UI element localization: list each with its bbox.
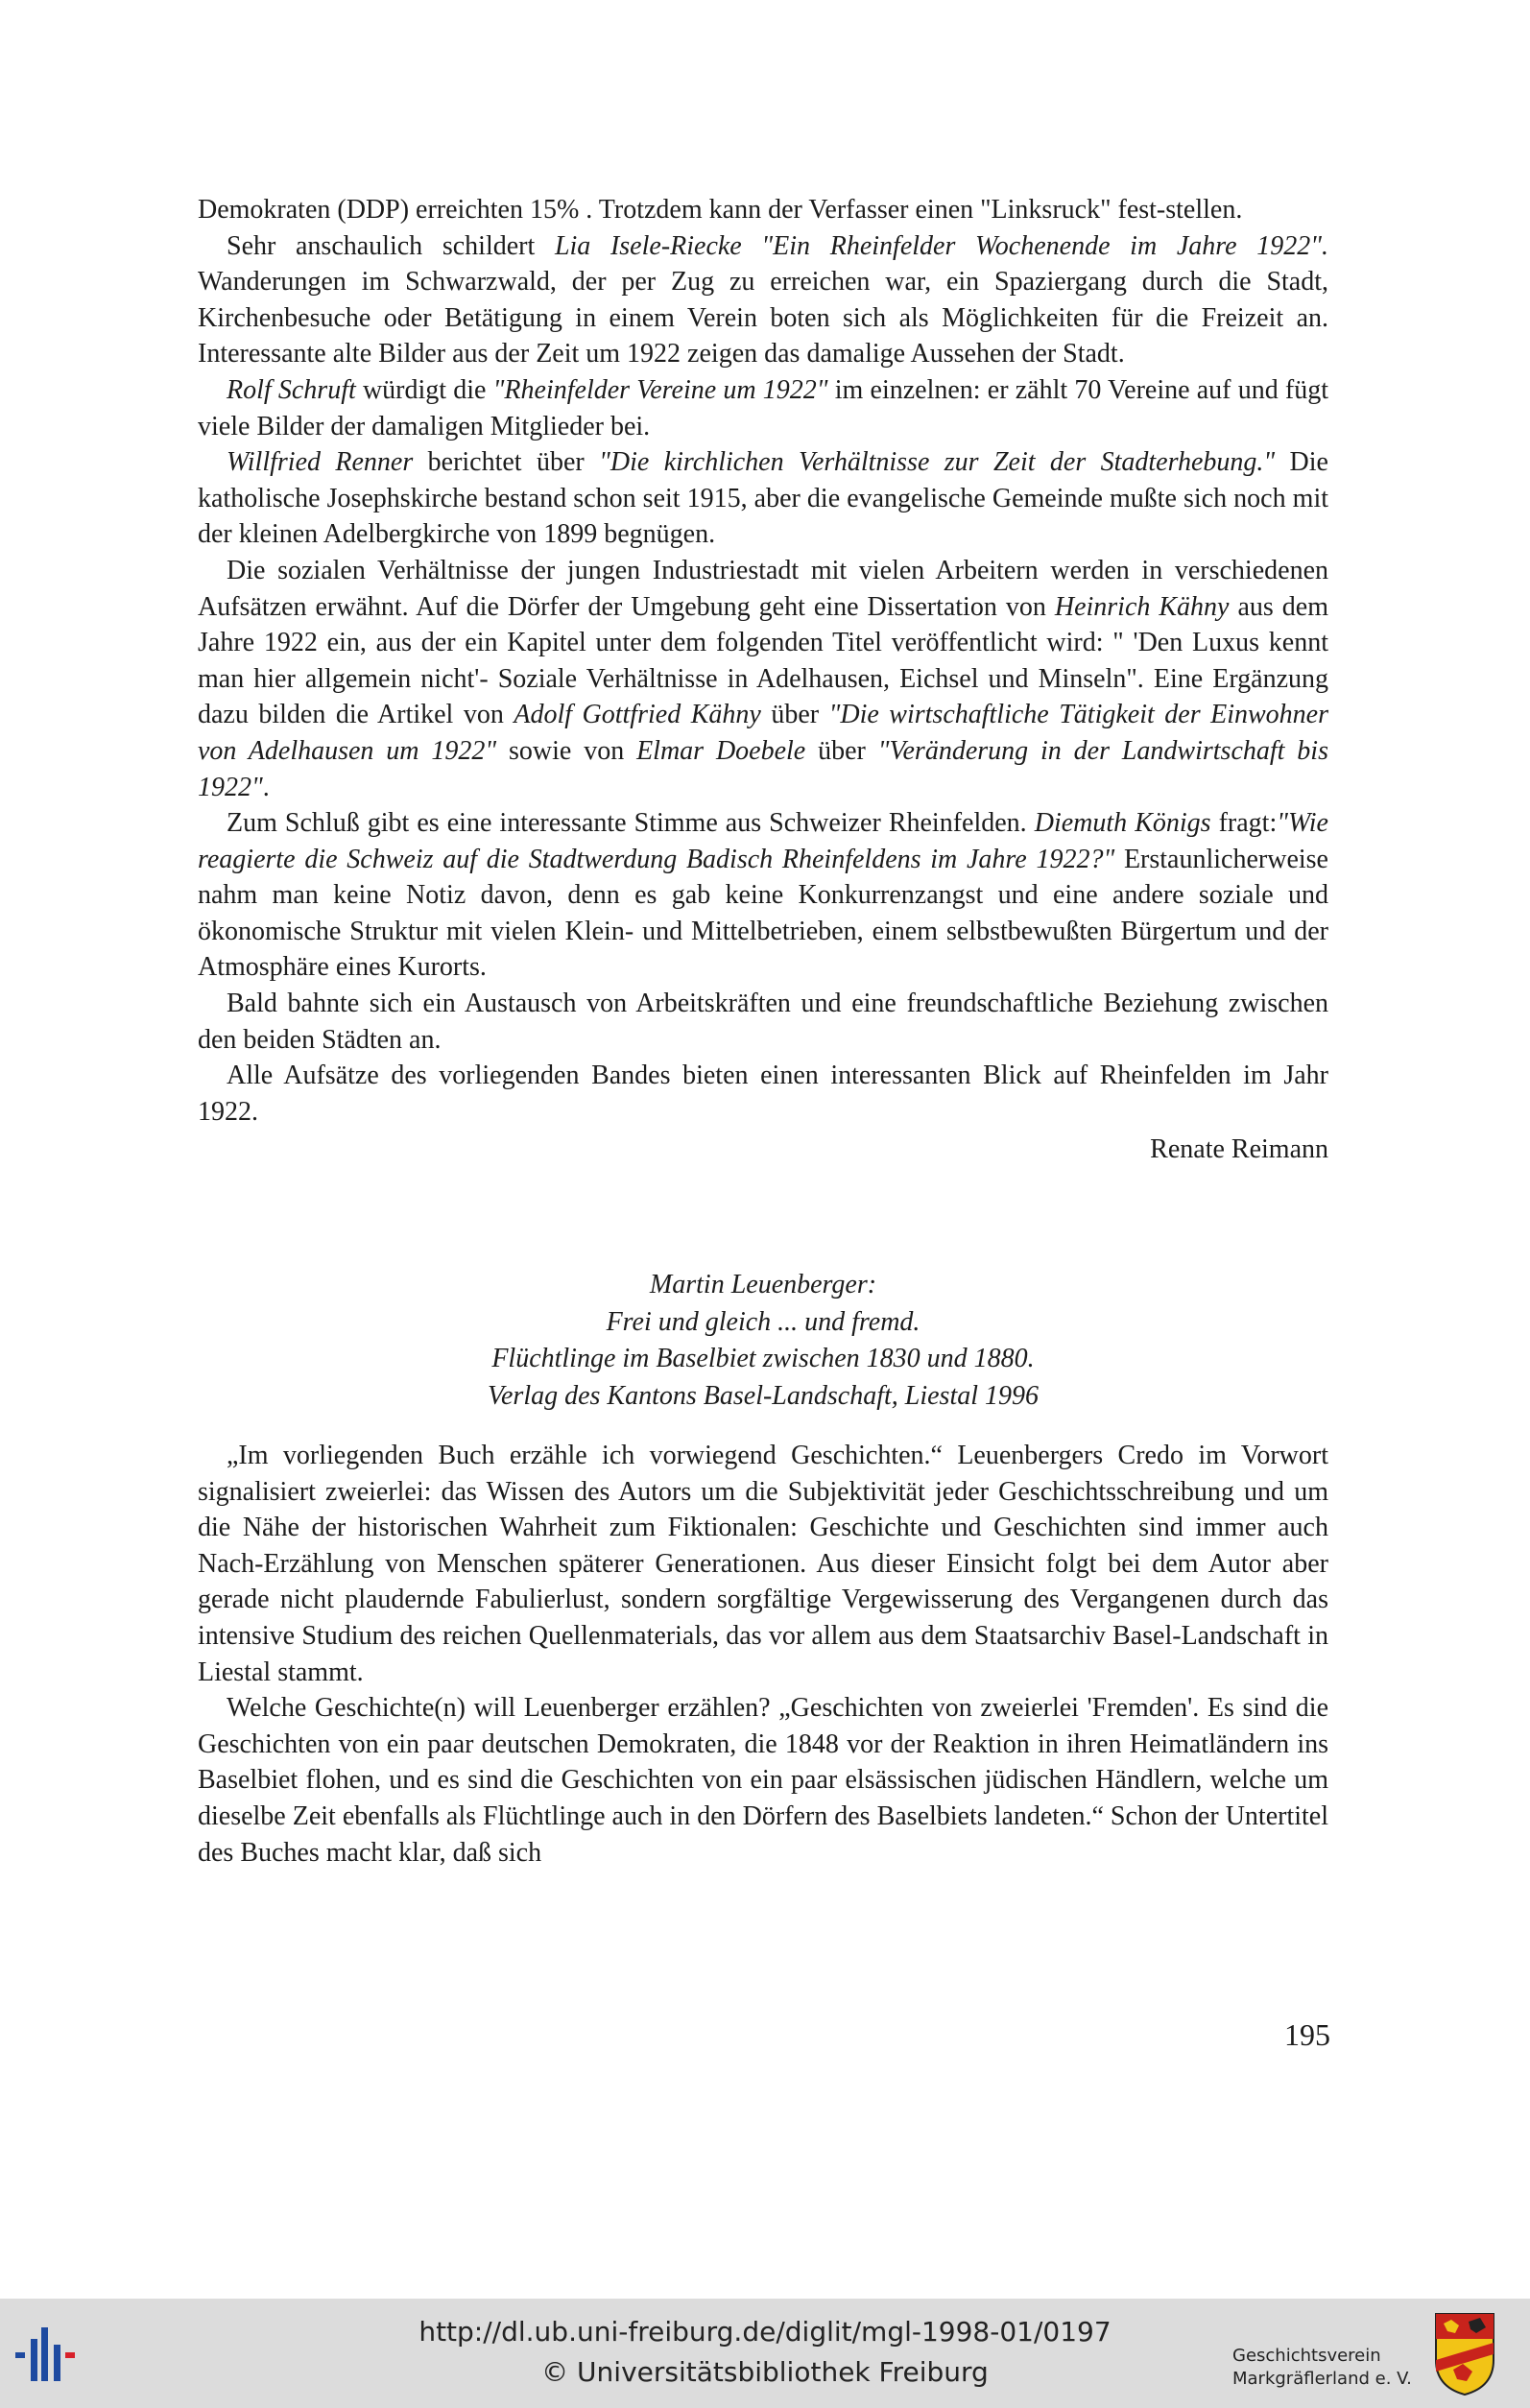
society-name-line2: Markgräflerland e. V. [1232, 2369, 1412, 2389]
author-name: Rolf Schruft [227, 374, 356, 405]
review-heading [198, 1267, 1328, 1415]
paragraph: Zum Schluß gibt es eine interessante Stimme aus Schweizer Rheinfelden. Diemuth Königs fragt:"Wie reagierte die Schweiz auf die Stadtwerdung Badisch Rheinfeldens im Jahre 1922?" Erstaunlicherweise nahm man keine Notiz davon, denn es gab keine Konkurrenzangst und eine andere soziale und ökonomische Struktur mit vielen Klein- und Mittelbetrieben, einem selbstbewußten Bürgertum und der Atmosphäre eines Kurorts. [198, 808, 1328, 983]
author-name: Elmar Doebele [636, 735, 806, 766]
cited-article: "Rheinfelder Vereine um 1922" [492, 374, 828, 405]
page-number: 195 [1284, 2017, 1330, 2052]
reviewer-signature: Renate Reimann [1150, 1134, 1328, 1165]
author-name: Adolf Gottfried Kähny [514, 700, 761, 730]
cited-article: "Veränderung in der Landwirtschaft bis 1922" [198, 735, 1328, 802]
society-name [1232, 2345, 1424, 2391]
footer-bar [0, 2299, 1530, 2408]
author-name: Heinrich Kähny [1054, 591, 1230, 622]
paragraph: Sehr anschaulich schildert Lia Isele-Riecke "Ein Rheinfelder Wochenende im Jahre 1922". Wanderungen im Schwarzwald, der per Zug zu erreichen war, ein Spaziergang durch die Stadt, Kirchenbesuche oder Betätigung in einem Verein boten sich als Möglichkeiten für die Freizeit an. Interessante alte Bilder aus der Zeit um 1922 zeigen das damalige Aussehen der Stadt. [198, 230, 1328, 370]
author-name: Diemuth Königs [1034, 808, 1211, 839]
paragraph: Alle Aufsätze des vorliegenden Bandes bieten einen interessanten Blick auf Rheinfelden im Jahr 1922. [198, 1061, 1328, 1127]
cited-article: Lia Isele-Riecke "Ein Rheinfelder Wochenende im Jahre 1922". [554, 230, 1328, 261]
paragraph: „Im vorliegenden Buch erzähle ich vorwiegend Geschichten.“ Leuenbergers Credo im Vorwort signalisiert zweierlei: das Wissen des Autors um die Subjektivität jeder Geschichtsschreibung und um die Nähe der historischen Wahrheit zum Fiktionalen: Geschichte und Geschichten sind immer auch Nach-Erzählung von Menschen späterer Generationen. Aus dieser Einsicht folgt bei dem Autor aber gerade nicht plaudernde Fabulierlust, sondern sorgfältige Vergewisserung des Vergangenen durch das intensive Studium des reichen Quellenmaterials, das vor allem aus dem Staatsarchiv Basel-Landschaft in Liestal stammt. [198, 1441, 1328, 1687]
review-book-publisher: Verlag des Kantons Basel-Landschaft, Liestal 1996 [488, 1380, 1039, 1411]
coat-of-arms-icon [1434, 2310, 1495, 2396]
review-book-author: Martin Leuenberger: [649, 1270, 877, 1300]
document-url-link[interactable]: http://dl.ub.uni-freiburg.de/diglit/mgl-1998-01/0197 [418, 2316, 1112, 2348]
paragraph: Welche Geschichte(n) will Leuenberger erzählen? „Geschichten von zweierlei 'Fremden'. Es sind die Geschichten von ein paar deutschen Demokraten, die 1848 vor der Reaktion in ihren Heimatländern ins Baselbiet flohen, und es sind die Geschichten von ein paar elsässischen jüdischen Händlern, welche um dieselbe Zeit ebenfalls als Flüchtlinge auch in den Dörfern des Baselbiets landeten.“ Schon der Untertitel des Buches macht klar, daß sich [198, 1693, 1328, 1868]
review-book-title: Frei und gleich ... und fremd. [606, 1306, 920, 1337]
paragraph: Rolf Schruft würdigt die "Rheinfelder Vereine um 1922" im einzelnen: er zählt 70 Vereine auf und fügt viele Bilder der damaligen Mitglieder bei. [198, 374, 1328, 441]
paragraph: Willfried Renner berichtet über "Die kirchlichen Verhältnisse zur Zeit der Stadterhebung." Die katholische Josephskirche bestand schon seit 1915, aber die evangelische Gemeinde mußte sich noch mit der kleinen Adelbergkirche von 1899 begnügen. [198, 447, 1328, 550]
paragraph: Die sozialen Verhältnisse der jungen Industriestadt mit vielen Arbeitern werden in verschiedenen Aufsätzen erwähnt. Auf die Dörfer der Umgebung geht eine Dissertation von Heinrich Kähny aus dem Jahre 1922 ein, aus der ein Kapitel unter dem folgenden Titel veröffentlicht wird: " 'Den Luxus kennt man hier allgemein nicht'- Soziale Verhältnisse in Adelhausen, Eichsel und Minseln". Eine Ergänzung dazu bilden die Artikel von Adolf Gottfried Kähny über "Die wirtschaftliche Tätigkeit der Einwohner von Adelhausen um 1922" sowie von Elmar Doebele über "Veränderung in der Landwirtschaft bis 1922". [198, 555, 1329, 802]
document-page [198, 192, 1328, 1871]
author-name: Willfried Renner [227, 447, 414, 478]
copyright-notice: © Universitätsbibliothek Freiburg [541, 2356, 989, 2388]
paragraph: Bald bahnte sich ein Austausch von Arbeitskräften und eine freundschaftliche Beziehung zwischen den beiden Städten an. [198, 989, 1328, 1055]
cited-article: "Die kirchlichen Verhältnisse zur Zeit der Stadterhebung." [599, 447, 1276, 478]
cited-article: "Die wirtschaftliche Tätigkeit der Einwohner von Adelhausen um 1922" [198, 700, 1328, 766]
society-name-line1: Geschichtsverein [1232, 2346, 1381, 2366]
review-book-subtitle: Flüchtlinge im Baselbiet zwischen 1830 und 1880. [491, 1344, 1035, 1374]
cited-article: "Wie reagierte die Schweiz auf die Stadtwerdung Badisch Rheinfeldens im Jahre 1922?" [198, 808, 1328, 874]
paragraph: Demokraten (DDP) erreichten 15% . Trotzdem kann der Verfasser einen "Linksruck" fest-stellen. [198, 195, 1243, 225]
